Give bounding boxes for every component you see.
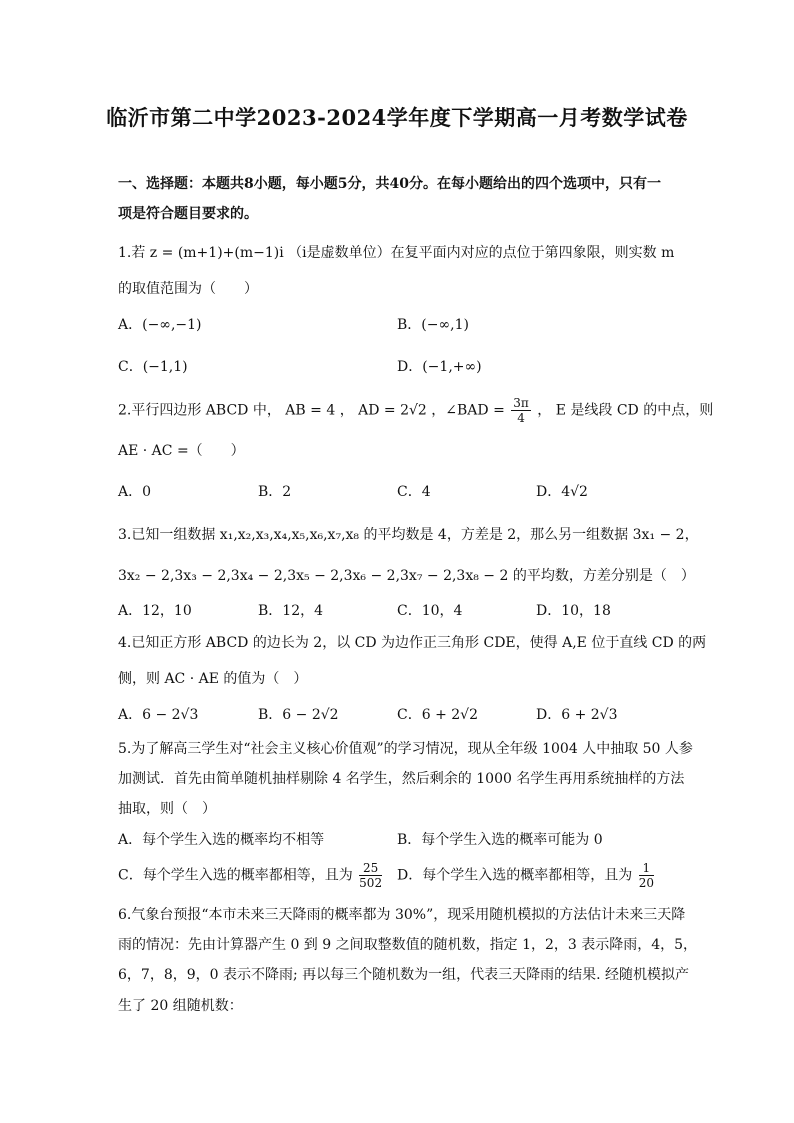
q5-stem-line2: 加测试．首先由简单随机抽样剔除 4 名学生，然后剩余的 1000 名学生再用系统抽样的方法 [118, 771, 685, 787]
q5-stem-line3: 抽取，则（ ） [118, 801, 216, 817]
q4-stem-line1: 4.已知正方形 ABCD 的边长为 2，以 CD 为边作正三角形 CDE，使得 A,E 位于直线 CD 的两 [118, 635, 707, 651]
q5-stem-line1: 5.为了解高三学生对“社会主义核心价值观”的学习情况，现从全年级 1004 人中抽取 50 人参 [118, 741, 693, 757]
section-header-line2: 项是符合题目要求的。 [118, 206, 258, 222]
exam-title: 临沂市第二中学2023-2024学年度下学期高一月考数学试卷 [106, 105, 688, 130]
q6-stem-line1: 6.气象台预报“本市未来三天降雨的概率都为 30%”，现采用随机模拟的方法估计未来三天降 [118, 907, 686, 923]
q2-stem-part1: 2.平行四边形 ABCD 中， AB = 4 ， AD = 2√2 ，∠BAD = [118, 402, 505, 419]
q2-fraction-denominator: 4 [517, 411, 525, 425]
q5-option-c-denominator: 502 [359, 876, 383, 890]
q5-option-c-text: C．每个学生入选的概率都相等，且为 [118, 867, 353, 884]
q1-option-a: A．(−∞,−1) [118, 317, 202, 333]
q2-option-c: C．4 [397, 484, 431, 500]
q1-stem-line1: 1.若 z = (m+1)+(m−1)i （i是虚数单位）在复平面内对应的点位于第四象限，则实数 m [118, 245, 675, 261]
q2-stem-line2: AE · AC =（ ） [118, 443, 245, 459]
q2-fraction-numerator: 3π [513, 396, 529, 410]
q5-option-c [118, 862, 384, 889]
q5-option-d-numerator: 1 [639, 862, 654, 876]
q3-option-d: D．10，18 [536, 603, 611, 619]
q2-angle-fraction [511, 397, 531, 424]
q5-option-a: A．每个学生入选的概率均不相等 [118, 832, 325, 848]
q3-option-b: B．12，4 [258, 603, 324, 619]
q5-option-b: B．每个学生入选的概率可能为 0 [397, 832, 603, 848]
q2-stem-line1 [118, 397, 713, 424]
q5-option-c-fraction [359, 862, 382, 889]
q4-option-b: B．6 − 2√2 [258, 707, 339, 723]
q4-option-c: C．6 + 2√2 [397, 707, 478, 723]
q3-stem-line1: 3.已知一组数据 x₁,x₂,x₃,x₄,x₅,x₆,x₇,x₈ 的平均数是 4，方差是 2，那么另一组数据 3x₁ − 2， [118, 527, 699, 543]
q6-stem-line4: 生了 20 组随机数： [118, 998, 243, 1014]
q6-stem-line2: 雨的情况：先由计算器产生 0 到 9 之间取整数值的随机数，指定 1，2，3 表示降雨，4，5， [118, 937, 698, 953]
q1-option-d: D．(−1,+∞) [397, 359, 482, 375]
q5-option-d-fraction [639, 862, 654, 889]
q5-option-d [397, 862, 656, 889]
q6-stem-line3: 6，7，8，9，0 表示不降雨; 再以每三个随机数为一组，代表三天降雨的结果. 经随机模拟产 [118, 967, 690, 983]
q2-option-b: B．2 [258, 484, 292, 500]
q1-stem-line2: 的取值范围为（ ） [118, 281, 258, 297]
q4-stem-line2: 侧，则 AC · AE 的值为（ ） [118, 671, 308, 687]
q4-option-d: D．6 + 2√3 [536, 707, 618, 723]
q2-option-d: D．4√2 [536, 484, 588, 500]
q3-stem-line2: 3x₂ − 2,3x₃ − 2,3x₄ − 2,3x₅ − 2,3x₆ − 2,3x₇ − 2,3x₈ − 2 的平均数，方差分别是（ ） [118, 568, 695, 584]
q5-option-d-denominator: 20 [638, 876, 654, 890]
q4-option-a: A．6 − 2√3 [118, 707, 199, 723]
q2-stem-part2: ， E 是线段 CD 的中点，则 [537, 402, 714, 419]
q5-option-d-text: D．每个学生入选的概率都相等，且为 [397, 867, 633, 884]
q3-option-a: A．12，10 [118, 603, 192, 619]
q1-option-c: C．(−1,1) [118, 359, 188, 375]
q5-option-c-numerator: 25 [359, 862, 382, 876]
q1-option-b: B．(−∞,1) [397, 317, 469, 333]
section-header-line1: 一、选择题：本题共8小题，每小题5分，共40分。在每小题给出的四个选项中，只有一 [118, 176, 661, 192]
q3-option-c: C．10，4 [397, 603, 463, 619]
q2-option-a: A．0 [118, 484, 152, 500]
